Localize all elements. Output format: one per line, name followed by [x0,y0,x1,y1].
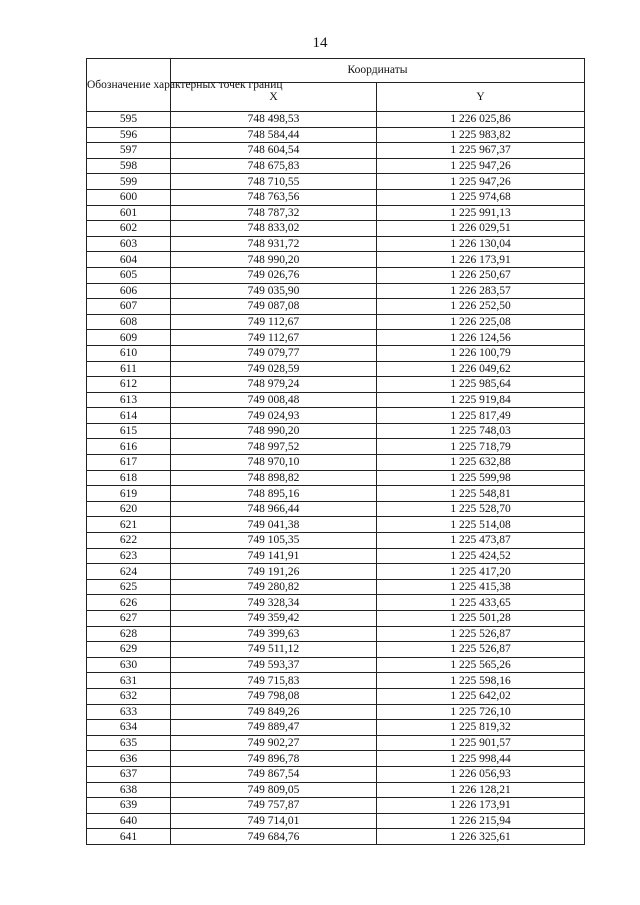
x-coordinate-cell: 749 714,01 [171,813,377,829]
point-id-cell: 622 [87,533,171,549]
point-id-cell: 599 [87,174,171,190]
x-coordinate-cell: 749 028,59 [171,361,377,377]
y-coordinate-cell: 1 225 548,81 [377,486,585,502]
y-coordinate-cell: 1 225 632,88 [377,455,585,471]
y-coordinate-cell: 1 225 817,49 [377,408,585,424]
y-coordinate-cell: 1 225 501,28 [377,611,585,627]
table-row [87,611,585,627]
y-coordinate-cell: 1 225 901,57 [377,735,585,751]
x-coordinate-cell: 749 889,47 [171,720,377,736]
table-row [87,143,585,159]
y-coordinate-cell: 1 225 974,68 [377,189,585,205]
table-row [87,486,585,502]
point-id-cell: 618 [87,470,171,486]
table-row [87,439,585,455]
x-coordinate-cell: 749 112,67 [171,314,377,330]
point-id-cell: 635 [87,735,171,751]
point-id-cell: 619 [87,486,171,502]
x-coordinate-cell: 749 715,83 [171,673,377,689]
table-row [87,330,585,346]
table-row [87,455,585,471]
x-coordinate-cell: 748 710,55 [171,174,377,190]
table-row [87,158,585,174]
table-row [87,408,585,424]
x-coordinate-cell: 749 079,77 [171,345,377,361]
table-row [87,112,585,128]
point-id-cell: 596 [87,127,171,143]
x-coordinate-cell: 749 141,91 [171,548,377,564]
table-row [87,688,585,704]
point-id-cell: 602 [87,221,171,237]
table-row [87,798,585,814]
x-coordinate-cell: 749 867,54 [171,766,377,782]
x-coordinate-cell: 748 997,52 [171,439,377,455]
x-coordinate-cell: 748 675,83 [171,158,377,174]
point-id-cell: 628 [87,626,171,642]
y-coordinate-cell: 1 225 947,26 [377,174,585,190]
y-coordinate-cell: 1 225 819,32 [377,720,585,736]
x-coordinate-cell: 748 584,44 [171,127,377,143]
point-id-cell: 634 [87,720,171,736]
point-id-cell: 608 [87,314,171,330]
y-coordinate-cell: 1 225 598,16 [377,673,585,689]
point-id-cell: 629 [87,642,171,658]
y-coordinate-cell: 1 226 025,86 [377,112,585,128]
table-row [87,626,585,642]
table-row [87,392,585,408]
y-coordinate-cell: 1 226 029,51 [377,221,585,237]
x-coordinate-cell: 748 970,10 [171,455,377,471]
y-coordinate-cell: 1 226 173,91 [377,252,585,268]
table-row [87,579,585,595]
x-coordinate-cell: 748 895,16 [171,486,377,502]
x-coordinate-cell: 749 035,90 [171,283,377,299]
y-coordinate-cell: 1 225 985,64 [377,377,585,393]
x-coordinate-cell: 748 979,24 [171,377,377,393]
x-coordinate-cell: 749 026,76 [171,267,377,283]
table-row [87,564,585,580]
x-coordinate-cell: 748 990,20 [171,423,377,439]
x-coordinate-cell: 749 902,27 [171,735,377,751]
header-coordinates: Координаты [171,59,585,83]
y-coordinate-cell: 1 226 173,91 [377,798,585,814]
table-row [87,595,585,611]
x-coordinate-cell: 749 280,82 [171,579,377,595]
point-id-cell: 605 [87,267,171,283]
point-id-cell: 597 [87,143,171,159]
point-id-cell: 624 [87,564,171,580]
y-coordinate-cell: 1 226 325,61 [377,829,585,845]
point-id-cell: 639 [87,798,171,814]
point-id-cell: 604 [87,252,171,268]
point-id-cell: 636 [87,751,171,767]
point-id-cell: 627 [87,611,171,627]
y-coordinate-cell: 1 226 215,94 [377,813,585,829]
point-id-cell: 607 [87,299,171,315]
point-id-cell: 598 [87,158,171,174]
point-id-cell: 595 [87,112,171,128]
header-row-top [87,59,585,83]
y-coordinate-cell: 1 226 283,57 [377,283,585,299]
x-coordinate-cell: 749 798,08 [171,688,377,704]
point-id-cell: 601 [87,205,171,221]
y-coordinate-cell: 1 226 056,93 [377,766,585,782]
y-coordinate-cell: 1 226 049,62 [377,361,585,377]
x-coordinate-cell: 748 833,02 [171,221,377,237]
table-row [87,236,585,252]
point-id-cell: 633 [87,704,171,720]
table-row [87,423,585,439]
table-row [87,127,585,143]
y-coordinate-cell: 1 225 433,65 [377,595,585,611]
point-id-cell: 613 [87,392,171,408]
x-coordinate-cell: 748 931,72 [171,236,377,252]
x-coordinate-cell: 749 328,34 [171,595,377,611]
x-coordinate-cell: 749 024,93 [171,408,377,424]
x-coordinate-cell: 748 604,54 [171,143,377,159]
table-row [87,299,585,315]
x-coordinate-cell: 748 787,32 [171,205,377,221]
table-header [87,59,585,112]
table-row [87,189,585,205]
x-coordinate-cell: 749 593,37 [171,657,377,673]
y-coordinate-cell: 1 225 417,20 [377,564,585,580]
x-coordinate-cell: 748 966,44 [171,501,377,517]
table-row [87,221,585,237]
point-id-cell: 617 [87,455,171,471]
table-row [87,345,585,361]
table-row [87,657,585,673]
y-coordinate-cell: 1 226 128,21 [377,782,585,798]
y-coordinate-cell: 1 225 528,70 [377,501,585,517]
point-id-cell: 616 [87,439,171,455]
table-row [87,377,585,393]
y-coordinate-cell: 1 225 998,44 [377,751,585,767]
x-coordinate-cell: 749 112,67 [171,330,377,346]
header-designation: Обозначение характерных точек границ [87,59,171,112]
point-id-cell: 630 [87,657,171,673]
y-coordinate-cell: 1 225 526,87 [377,626,585,642]
table-row [87,720,585,736]
y-coordinate-cell: 1 226 252,50 [377,299,585,315]
x-coordinate-cell: 748 498,53 [171,112,377,128]
header-y: Y [377,83,585,112]
x-coordinate-cell: 749 191,26 [171,564,377,580]
point-id-cell: 610 [87,345,171,361]
y-coordinate-cell: 1 225 748,03 [377,423,585,439]
point-id-cell: 631 [87,673,171,689]
point-id-cell: 626 [87,595,171,611]
point-id-cell: 603 [87,236,171,252]
y-coordinate-cell: 1 225 526,87 [377,642,585,658]
table-row [87,205,585,221]
table-body [87,112,585,845]
point-id-cell: 637 [87,766,171,782]
point-id-cell: 611 [87,361,171,377]
point-id-cell: 623 [87,548,171,564]
x-coordinate-cell: 749 809,05 [171,782,377,798]
point-id-cell: 625 [87,579,171,595]
y-coordinate-cell: 1 225 424,52 [377,548,585,564]
table-row [87,813,585,829]
point-id-cell: 638 [87,782,171,798]
point-id-cell: 615 [87,423,171,439]
y-coordinate-cell: 1 225 514,08 [377,517,585,533]
table-row [87,766,585,782]
header-x: X [171,83,377,112]
table-row [87,829,585,845]
coordinates-table [86,58,585,845]
table-row [87,751,585,767]
y-coordinate-cell: 1 225 599,98 [377,470,585,486]
y-coordinate-cell: 1 225 718,79 [377,439,585,455]
table-row [87,501,585,517]
y-coordinate-cell: 1 225 991,13 [377,205,585,221]
point-id-cell: 640 [87,813,171,829]
table-row [87,782,585,798]
y-coordinate-cell: 1 226 250,67 [377,267,585,283]
point-id-cell: 621 [87,517,171,533]
table-row [87,174,585,190]
x-coordinate-cell: 749 087,08 [171,299,377,315]
table-row [87,673,585,689]
x-coordinate-cell: 749 896,78 [171,751,377,767]
x-coordinate-cell: 749 684,76 [171,829,377,845]
table-row [87,314,585,330]
table-row [87,548,585,564]
x-coordinate-cell: 749 041,38 [171,517,377,533]
table-row [87,361,585,377]
x-coordinate-cell: 749 008,48 [171,392,377,408]
table-row [87,533,585,549]
page-number: 14 [312,35,328,51]
table-row [87,267,585,283]
x-coordinate-cell: 749 359,42 [171,611,377,627]
x-coordinate-cell: 749 849,26 [171,704,377,720]
x-coordinate-cell: 749 757,87 [171,798,377,814]
x-coordinate-cell: 749 105,35 [171,533,377,549]
y-coordinate-cell: 1 225 473,87 [377,533,585,549]
point-id-cell: 632 [87,688,171,704]
table-row [87,283,585,299]
point-id-cell: 612 [87,377,171,393]
table-row [87,704,585,720]
y-coordinate-cell: 1 226 130,04 [377,236,585,252]
y-coordinate-cell: 1 225 983,82 [377,127,585,143]
x-coordinate-cell: 748 763,56 [171,189,377,205]
table-row [87,470,585,486]
y-coordinate-cell: 1 225 967,37 [377,143,585,159]
point-id-cell: 614 [87,408,171,424]
y-coordinate-cell: 1 225 919,84 [377,392,585,408]
y-coordinate-cell: 1 225 642,02 [377,688,585,704]
table-row [87,252,585,268]
y-coordinate-cell: 1 225 565,26 [377,657,585,673]
table-row [87,735,585,751]
table-row [87,517,585,533]
y-coordinate-cell: 1 225 415,38 [377,579,585,595]
point-id-cell: 609 [87,330,171,346]
point-id-cell: 620 [87,501,171,517]
x-coordinate-cell: 749 399,63 [171,626,377,642]
x-coordinate-cell: 748 898,82 [171,470,377,486]
table-row [87,642,585,658]
point-id-cell: 606 [87,283,171,299]
x-coordinate-cell: 749 511,12 [171,642,377,658]
y-coordinate-cell: 1 225 726,10 [377,704,585,720]
x-coordinate-cell: 748 990,20 [171,252,377,268]
y-coordinate-cell: 1 226 100,79 [377,345,585,361]
point-id-cell: 641 [87,829,171,845]
y-coordinate-cell: 1 226 225,08 [377,314,585,330]
point-id-cell: 600 [87,189,171,205]
y-coordinate-cell: 1 226 124,56 [377,330,585,346]
y-coordinate-cell: 1 225 947,26 [377,158,585,174]
